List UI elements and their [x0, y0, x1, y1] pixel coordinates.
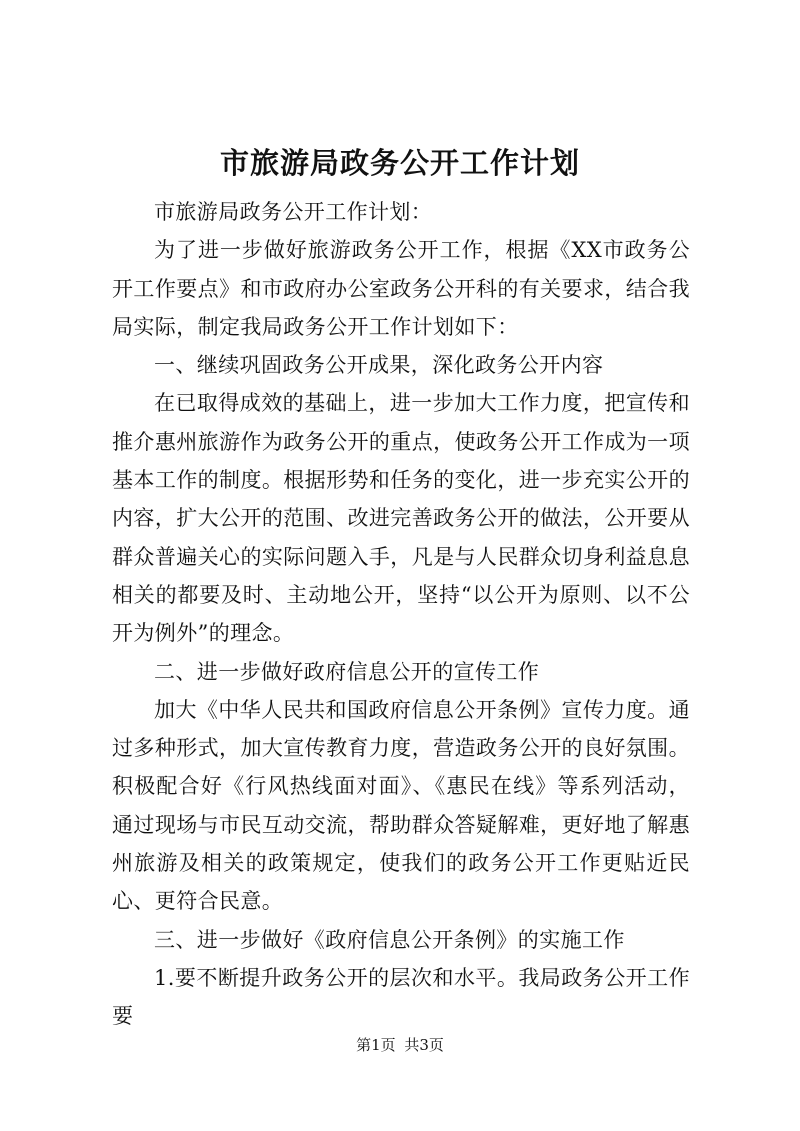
intro-paragraph: 为了进一步做好旅游政务公开工作，根据《XX市政务公开工作要点》和市政府办公室政务公开科的有关要求，结合我局实际，制定我局政务公开工作计划如下： — [112, 238, 690, 339]
page-total: 共3页 — [404, 1036, 444, 1054]
section-heading-3: 三、进一步做好《政府信息公开条例》的实施工作 — [154, 927, 625, 952]
section-3-item-1: 1.要不断提升政务公开的层次和水平。我局政务公开工作要 — [112, 965, 690, 1029]
section-1-paragraph: 在已取得成效的基础上，进一步加大工作力度，把宣传和推介惠州旅游作为政务公开的重点，使政务公开工作成为一项基本工作的制度。根据形势和任务的变化，进一步充实公开的内容，扩大公开的范围、改进完善政务公开的做法，公开要从群众普遍关心的实际问题入手，凡是与人民群众切身利益息息相关的都要及时、主动地公开，坚持“以公开为原则、以不公开为例外”的理念。 — [112, 391, 690, 646]
section-2-paragraph: 加大《中华人民共和国政府信息公开条例》宣传力度。通过多种形式，加大宣传教育力度，营造政务公开的良好氛围。积极配合好《行风热线面对面》、《惠民在线》等系列活动，通过现场与市民互动交流，帮助群众答疑解难，更好地了解惠州旅游及相关的政策规定，使我们的政务公开工作更贴近民心、更符合民意。 — [112, 697, 690, 914]
page-footer — [0, 1035, 800, 1055]
document-title: 市旅游局政务公开工作计划 — [219, 146, 580, 180]
section-heading-1: 一、继续巩固政务公开成果，深化政务公开内容 — [154, 353, 604, 378]
document-body — [112, 193, 690, 1036]
page-number: 第1页 — [356, 1036, 396, 1054]
section-heading-2: 二、进一步做好政府信息公开的宣传工作 — [154, 659, 540, 684]
salutation: 市旅游局政务公开工作计划： — [154, 200, 433, 224]
